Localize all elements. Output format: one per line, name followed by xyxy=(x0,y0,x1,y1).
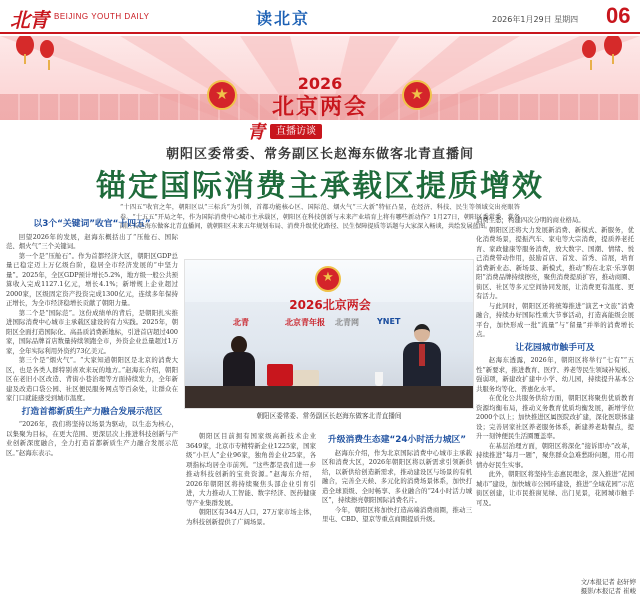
guest-figure xyxy=(399,324,445,394)
paragraph: 朝阳区有344万人口，27万家市场主体，为科技创新提供了广阔场景。 xyxy=(186,508,316,526)
national-emblem-icon xyxy=(207,80,237,110)
media-logo: YNET xyxy=(377,317,401,326)
media-logo: 北青网 xyxy=(335,318,359,327)
lantern-icon xyxy=(582,40,596,58)
paragraph: 赵海东透露，2026年，朝阳区将举行“七有”“五性”新要求，推进教育、医疗、养老等民生领域补短板、强弱项，新建改扩建中小学、幼儿园，持续提升基本公共服务均等化、普惠化水平。 xyxy=(476,356,634,393)
column-name-badge: 直播访谈 xyxy=(270,124,322,139)
newspaper-name-en: BEIJING YOUTH DAILY xyxy=(54,12,150,21)
tie-shape xyxy=(419,344,425,366)
article-column-right xyxy=(476,216,634,596)
newspaper-logo: 北青 xyxy=(10,8,48,32)
banner-title: 北京两会 xyxy=(271,95,368,120)
article-kicker: 朝阳区委常委、常务副区长赵海东做客北青直播间 xyxy=(165,147,474,162)
paragraph: 朝阳区还将大力发展新消费、新模式、新服务，优化消费场景，提振汽车、家电等大宗消费，提质养老托育、家政健康等服务消费，放大数字、国潮、情绪、悦己消费带动作用，鼓励首店、首发、首秀、首展，培育消费新业态、新场景、新模式，推动“购在北京·乐享朝阳”消费品牌持续擦亮，聚焦消费提质扩容，推动商圈、街区、社区等多元空间协同发展，让消费更有温度、更有活力。 xyxy=(476,225,634,300)
column-logo: 青 xyxy=(247,122,265,143)
paragraph: 与此同时，朝阳区还将统筹推进“演艺+文旅”消费融合，持续办好国际性重大节事活动，打造高能级会展平台，加快形成一批“流量”与“留量”并举的消费增长点。 xyxy=(476,301,634,338)
paragraph: 第三个是“烟火气”。“大家知道朝阳区是北京的消费大区，也是各类人群特别喜欢来玩的地方。”赵海东介绍，朝阳区在老旧小区改造、背街小巷治理等方面持续发力，全年新建及改造口袋公园、社区便民服务网点等百余处，让群众在家门口就能感受到城市温度。 xyxy=(6,356,178,402)
section-subhead: 打造首都新质生产力融合发展示范区 xyxy=(21,406,163,417)
article-headline: 锚定国际消费主承载区提质增效 xyxy=(96,169,544,204)
paragraph: 在基层治理方面，朝阳区将深化“接诉即办”改革，持续推进“每月一题”，聚焦群众急难愁盼问题，用心用情办好民生实事。 xyxy=(476,441,634,469)
media-logo: 北青 xyxy=(233,318,249,327)
banner-year: 2026 xyxy=(297,74,343,93)
masthead xyxy=(0,0,640,34)
paragraph: 第二个是“国际范”。这份成绩单的背后，是朝阳扎实推进国际消费中心城市主承载区建设的有力实践。2025年，朝阳区全面打造国际化、高品质消费新地标，引进首店超过400家，国际品牌首店数量持续领跑全市，外资企业总量超过1万家，全年实际利用外资约73亿美元。 xyxy=(6,308,178,355)
paragraph: 赵海东介绍，作为北京国际消费中心城市主承载区和消费大区，2026年朝阳区将以新需求引领新供给，以新供给创造新需求，推动建设区与场景的有机融合，完善全天候、多元化的消费场景体系，加快打造全球顶级、全时畅享、多业融合的“24小时活力城区”，持续擦亮朝阳国际消费名片。 xyxy=(322,448,472,504)
byline-photographer: 摄影/本报记者 崔峻 xyxy=(580,587,636,595)
cup-icon xyxy=(375,372,383,386)
paragraph: 第一个是“压舱石”。作为首都经济大区，朝阳区GDP总量已稳定迈上万亿级台阶，稳居全市经济发展的“中坚力量”。2025年，全区GDP预计增长5.2%，地方级一般公共预算收入完成1127.1亿元，增长4.1%；新增规上企业超过2000家，区级固定资产投资完成1300亿元，连续多年保持正增长，为全市经济稳增长贡献了朝阳力量。 xyxy=(6,251,178,307)
two-sessions-banner xyxy=(0,36,640,120)
section-title: 读北京 xyxy=(256,9,311,28)
desk-prop xyxy=(293,370,319,386)
paragraph: 今年，朝阳区将加快打造高端消费商圈，推动三里屯、CBD、望京等重点商圈提质升级。 xyxy=(322,505,472,523)
issue-date: 2026年1月29日 星期四 xyxy=(492,15,579,24)
article-lead: “十四五”收官之年，朝阳区以“三标兵”为引领，首都功能核心区、国际范、烟火气“三大新”特征凸显，在经济、科技、民生等领域交出亮眼答卷。“十五五”开局之年，作为国际消费中心城市主承载区，朝阳区在科技创新与未来产业培育上将有哪些新动作？1月27日，朝阳区委常委、常务副区长赵海东做客北青直播间，就朝阳区未来五年规划布局、消费升级优化路径、民生保障提质等话题与大家深入畅谈，共绘发展蓝图。 xyxy=(120,204,520,231)
paragraph: 回望2026年的发展，赵海东概括出了“压舱石、国际范、烟火气”三个关键词。 xyxy=(6,232,178,250)
photo-caption: 朝阳区委常委、常务副区长赵海东做客北青直播间 xyxy=(256,412,402,420)
paragraph: “2026年，我们将坚持以场景为驱动，以生态为核心，以集聚为目标，在更大范围、更深层次上推进科技创新与产业创新深度融合，全力打造首都新质生产力融合发展示范区。”赵海东表示。 xyxy=(6,420,178,457)
paragraph: 消费生态，构建四次分明的商业格局。 xyxy=(476,216,585,224)
studio-desk xyxy=(185,386,474,409)
head-shape xyxy=(414,324,430,342)
media-logo: 北京青年报 xyxy=(285,318,325,327)
section-subhead: 以3个“关键词”收官“十四五” xyxy=(33,219,151,229)
article-column-mid-right xyxy=(322,432,472,594)
photo-backdrop-title xyxy=(283,296,377,313)
party-emblem-icon xyxy=(402,80,432,110)
article-column-mid-left xyxy=(186,432,316,594)
paragraph: 朝阳区目前拥有国家级高新技术企业3649家，北京市专精特新企业1225家，国家级“小巨人”企业96家，独角兽企业25家，各项指标均居全市前列。“这些都是我们进一步推动科技创新的宝贵资源。”赵海东介绍，2026年朝阳区将持续聚焦头部企业引育引进，大力推动人工智能、数字经济、医药健康等产业集群发展。 xyxy=(186,432,316,507)
article-column-left xyxy=(6,216,178,596)
byline-writer: 文/本报记者 赵轩婷 xyxy=(580,578,636,586)
photo-title: 北京两会 xyxy=(322,298,371,312)
section-subhead: 升级消费生态建“24小时活力城区” xyxy=(327,435,467,445)
byline xyxy=(540,578,636,596)
interview-photo xyxy=(184,259,474,409)
section-subhead: 让花园城市触手可及 xyxy=(515,342,595,353)
paragraph: 在优化公共服务供给方面，朝阳区将聚焦优质教育资源均衡布局，推动义务教育优质均衡发展，新增学位2000个以上；加快推进区属医院改扩建，深化医联体建设；完善居家社区养老服务体系，新建养老助餐点，提升一刻钟便民生活圈覆盖率。 xyxy=(476,394,634,440)
lantern-icon xyxy=(40,40,54,58)
page-number: 06 xyxy=(606,3,631,28)
desk-prop xyxy=(267,364,293,386)
photo-year: 2026 xyxy=(289,298,323,312)
national-emblem-icon xyxy=(315,266,341,292)
paragraph: 此外，朝阳区将坚持生态惠民理念，深入推进“花园城市”建设，加快城市公园环建设，推进“全域花园”示范街区创建，让市民推窗见绿、出门见景，花园城市触手可及。 xyxy=(476,470,634,507)
